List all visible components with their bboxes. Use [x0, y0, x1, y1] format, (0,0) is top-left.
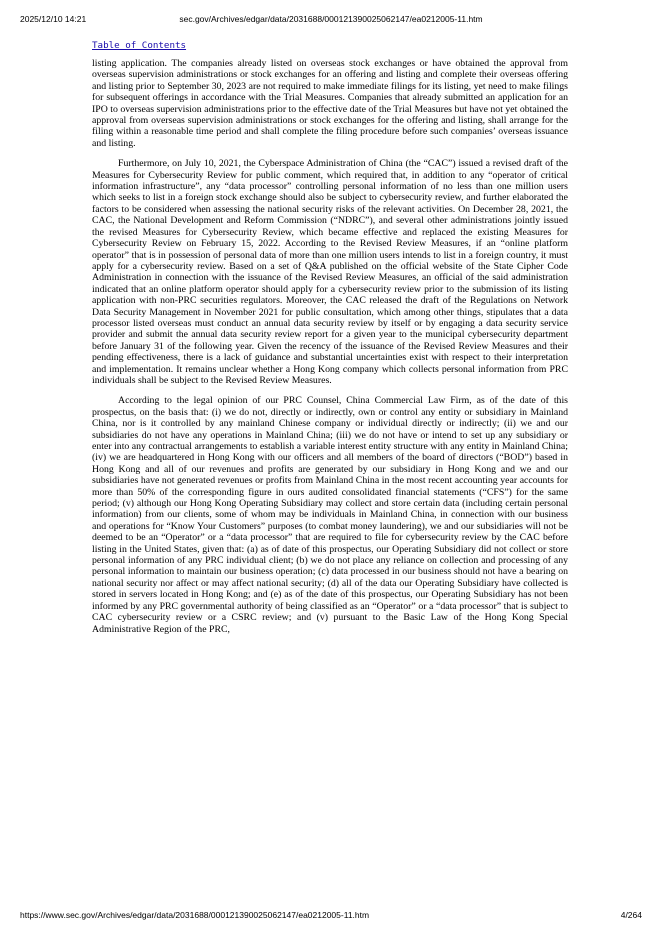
document-body	[92, 58, 568, 644]
browser-print-footer	[20, 910, 642, 922]
print-url: sec.gov/Archives/edgar/data/2031688/000121390025062147/ea0212005-11.htm	[179, 14, 483, 24]
browser-print-header	[20, 14, 642, 26]
print-datetime: 2025/12/10 14:21	[20, 14, 87, 24]
paragraph-cac-review: Furthermore, on July 10, 2021, the Cyberspace Administration of China (the “CAC”) issued a revised draft of the Measures for Cybersecurity Review for public comment, which required that, in addition to any “operator of critical information infrastructure”, any “data processor” controlling personal information of no less than one million users which seeks to list in a foreign stock exchange should also be subject to cybersecurity review, and further elaborated the factors to be considered when assessing the national security risks of the relevant activities. On December 28, 2021, the CAC, the National Development and Reform Commission (“NDRC”), and several other administrations jointly issued the revised Measures for Cybersecurity Review, which became effective and replaced the existing Measures for Cybersecurity Review on February 15, 2022. According to the Revised Review Measures, if an “online platform operator” that is in possession of personal data of more than one million users intends to list in a foreign country, it must apply for a cybersecurity review. Based on a set of Q&A published on the official website of the State Cipher Code Administration in connection with the issuance of the Revised Review Measures, an official of the said administration indicated that an online platform operator should apply for a cybersecurity review prior to the submission of its listing application with non-PRC securities regulators. Moreover, the CAC released the draft of the Regulations on Network Data Security Management in November 2021 for public consultation, which among other things, stipulates that a data processor listed overseas must conduct an annual data security review by itself or by engaging a data security service provider and submit the annual data security review report for a given year to the municipal cybersecurity department before January 31 of the following year. Given the recency of the issuance of the Revised Review Measures and their pending effectiveness, there is a lack of guidance and substantial uncertainties exist with respect to their interpretation and implementation. It remains unclear whether a Hong Kong company which collects personal information from PRC individuals shall be subject to the Revised Review Measures.	[92, 158, 568, 386]
page-number: 4/264	[620, 910, 642, 920]
footer-url: https://www.sec.gov/Archives/edgar/data/2031688/000121390025062147/ea0212005-11.htm	[20, 910, 370, 920]
paragraph-legal-opinion: According to the legal opinion of our PRC Counsel, China Commercial Law Firm, as of the date of this prospectus, on the basis that: (i) we do not, directly or indirectly, own or control any entity or subsidiary in Mainland China, nor is it controlled by any mainland Chinese company or individual directly or indirectly; (ii) we and our subsidiaries do not have any operations in Mainland China; (iii) we do not have or intend to set up any subsidiary or enter into any contractual arrangements to establish a variable interest entity structure with any entity in Mainland China; (iv) we are headquartered in Hong Kong with our officers and all members of the board of directors (“BOD”) based in Hong Kong and all of our revenues and profits are generated by our subsidiary in Hong Kong and we and our subsidiaries have not generated revenues or profits from Mainland China in the most recent accounting year accounts for more than 50% of the corresponding figure in ours audited consolidated financial statements (“CFS”) for the same period; (v) although our Hong Kong Operating Subsidiary may collect and store certain data (including certain personal information) from our clients, some of whom may be individuals in Mainland China, in connection with our business and operations for “Know Your Customers” purposes (to combat money laundering), we and our subsidiaries will not be deemed to be an “Operator” or a “data processor” that are required to file for cybersecurity review by the CAC before listing in the United States, given that: (a) as of date of this prospectus, our Operating Subsidiary did not collect or store personal information of any PRC individual client; (b) we do not place any reliance on collection and processing of any personal information to maintain our business operation; (c) data processed in our business should not have a bearing on national security nor affect or may affect national security; (d) all of the data our Operating Subsidiary have collected is stored in servers located in Hong Kong; and (e) as of the date of this prospectus, our Operating Subsidiary has not been informed by any PRC governmental authority of being classified as an “Operator” or a “data processor” that is subject to CAC cybersecurity review or a CSRC review; and (v) pursuant to the Basic Law of the Hong Kong Special Administrative Region of the PRC,	[92, 395, 568, 635]
table-of-contents-link[interactable]: Table of Contents	[92, 40, 187, 51]
paragraph-continuation: listing application. The companies already listed on overseas stock exchanges or have obtained the approval from overseas supervision administrations or stock exchanges for an offering and listing and complete their overseas offering and listing prior to September 30, 2023 are not required to make immediate filings for its listing, yet need to make filings for subsequent offerings in accordance with the Trial Measures. Companies that already submitted an application for an IPO to overseas supervision administrations prior to the effective date of the Trial Measures but have not yet obtained the approval from overseas supervision administrations or stock exchanges for the offering and listing, shall arrange for the filing within a reasonable time period and shall complete the filing procedure before such companies’ overseas issuance and listing.	[92, 58, 568, 149]
